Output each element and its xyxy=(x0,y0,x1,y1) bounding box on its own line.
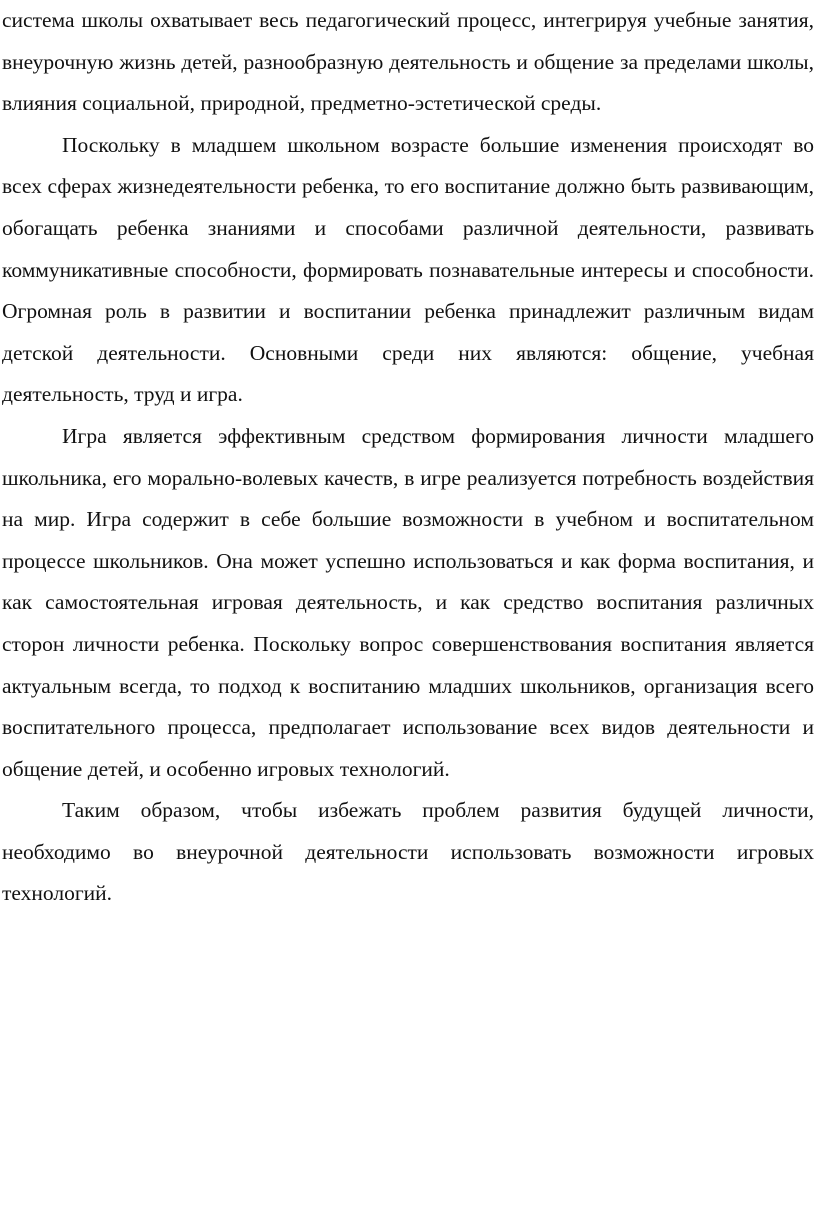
document-body xyxy=(2,0,814,915)
paragraph-3: Игра является эффективным средством формирования личности младшего школьника, его морально-волевых качеств, в игре реализуется потребность воздействия на мир. Игра содержит в себе большие возможности в учебном и воспитательном процессе школьников. Она может успешно использоваться и как форма воспитания, и как самостоятельная игровая деятельность, и как средство воспитания различных сторон личности ребенка. Поскольку вопрос совершенствования воспитания является актуальным всегда, то подход к воспитанию младших школьников, организация всего воспитательного процесса, предполагает использование всех видов деятельности и общение детей, и особенно игровых технологий. xyxy=(2,423,814,781)
paragraph-1: система школы охватывает весь педагогический процесс, интегрируя учебные занятия, внеурочную жизнь детей, разнообразную деятельность и общение за пределами школы, влияния социальной, природной, предметно-эстетической среды. xyxy=(2,8,814,116)
paragraph-2: Поскольку в младшем школьном возрасте большие изменения происходят во всех сферах жизнедеятельности ребенка, то его воспитание должно быть развивающим, обогащать ребенка знаниями и способами различной деятельности, развивать коммуникативные способности, формировать познавательные интересы и способности. Огромная роль в развитии и воспитании ребенка принадлежит различным видам детской деятельности. Основными среди них являются: общение, учебная деятельность, труд и игра. xyxy=(2,132,814,407)
paragraph-4: Таким образом, чтобы избежать проблем развития будущей личности, необходимо во внеурочной деятельности использовать возможности игровых технологий. xyxy=(2,798,814,906)
